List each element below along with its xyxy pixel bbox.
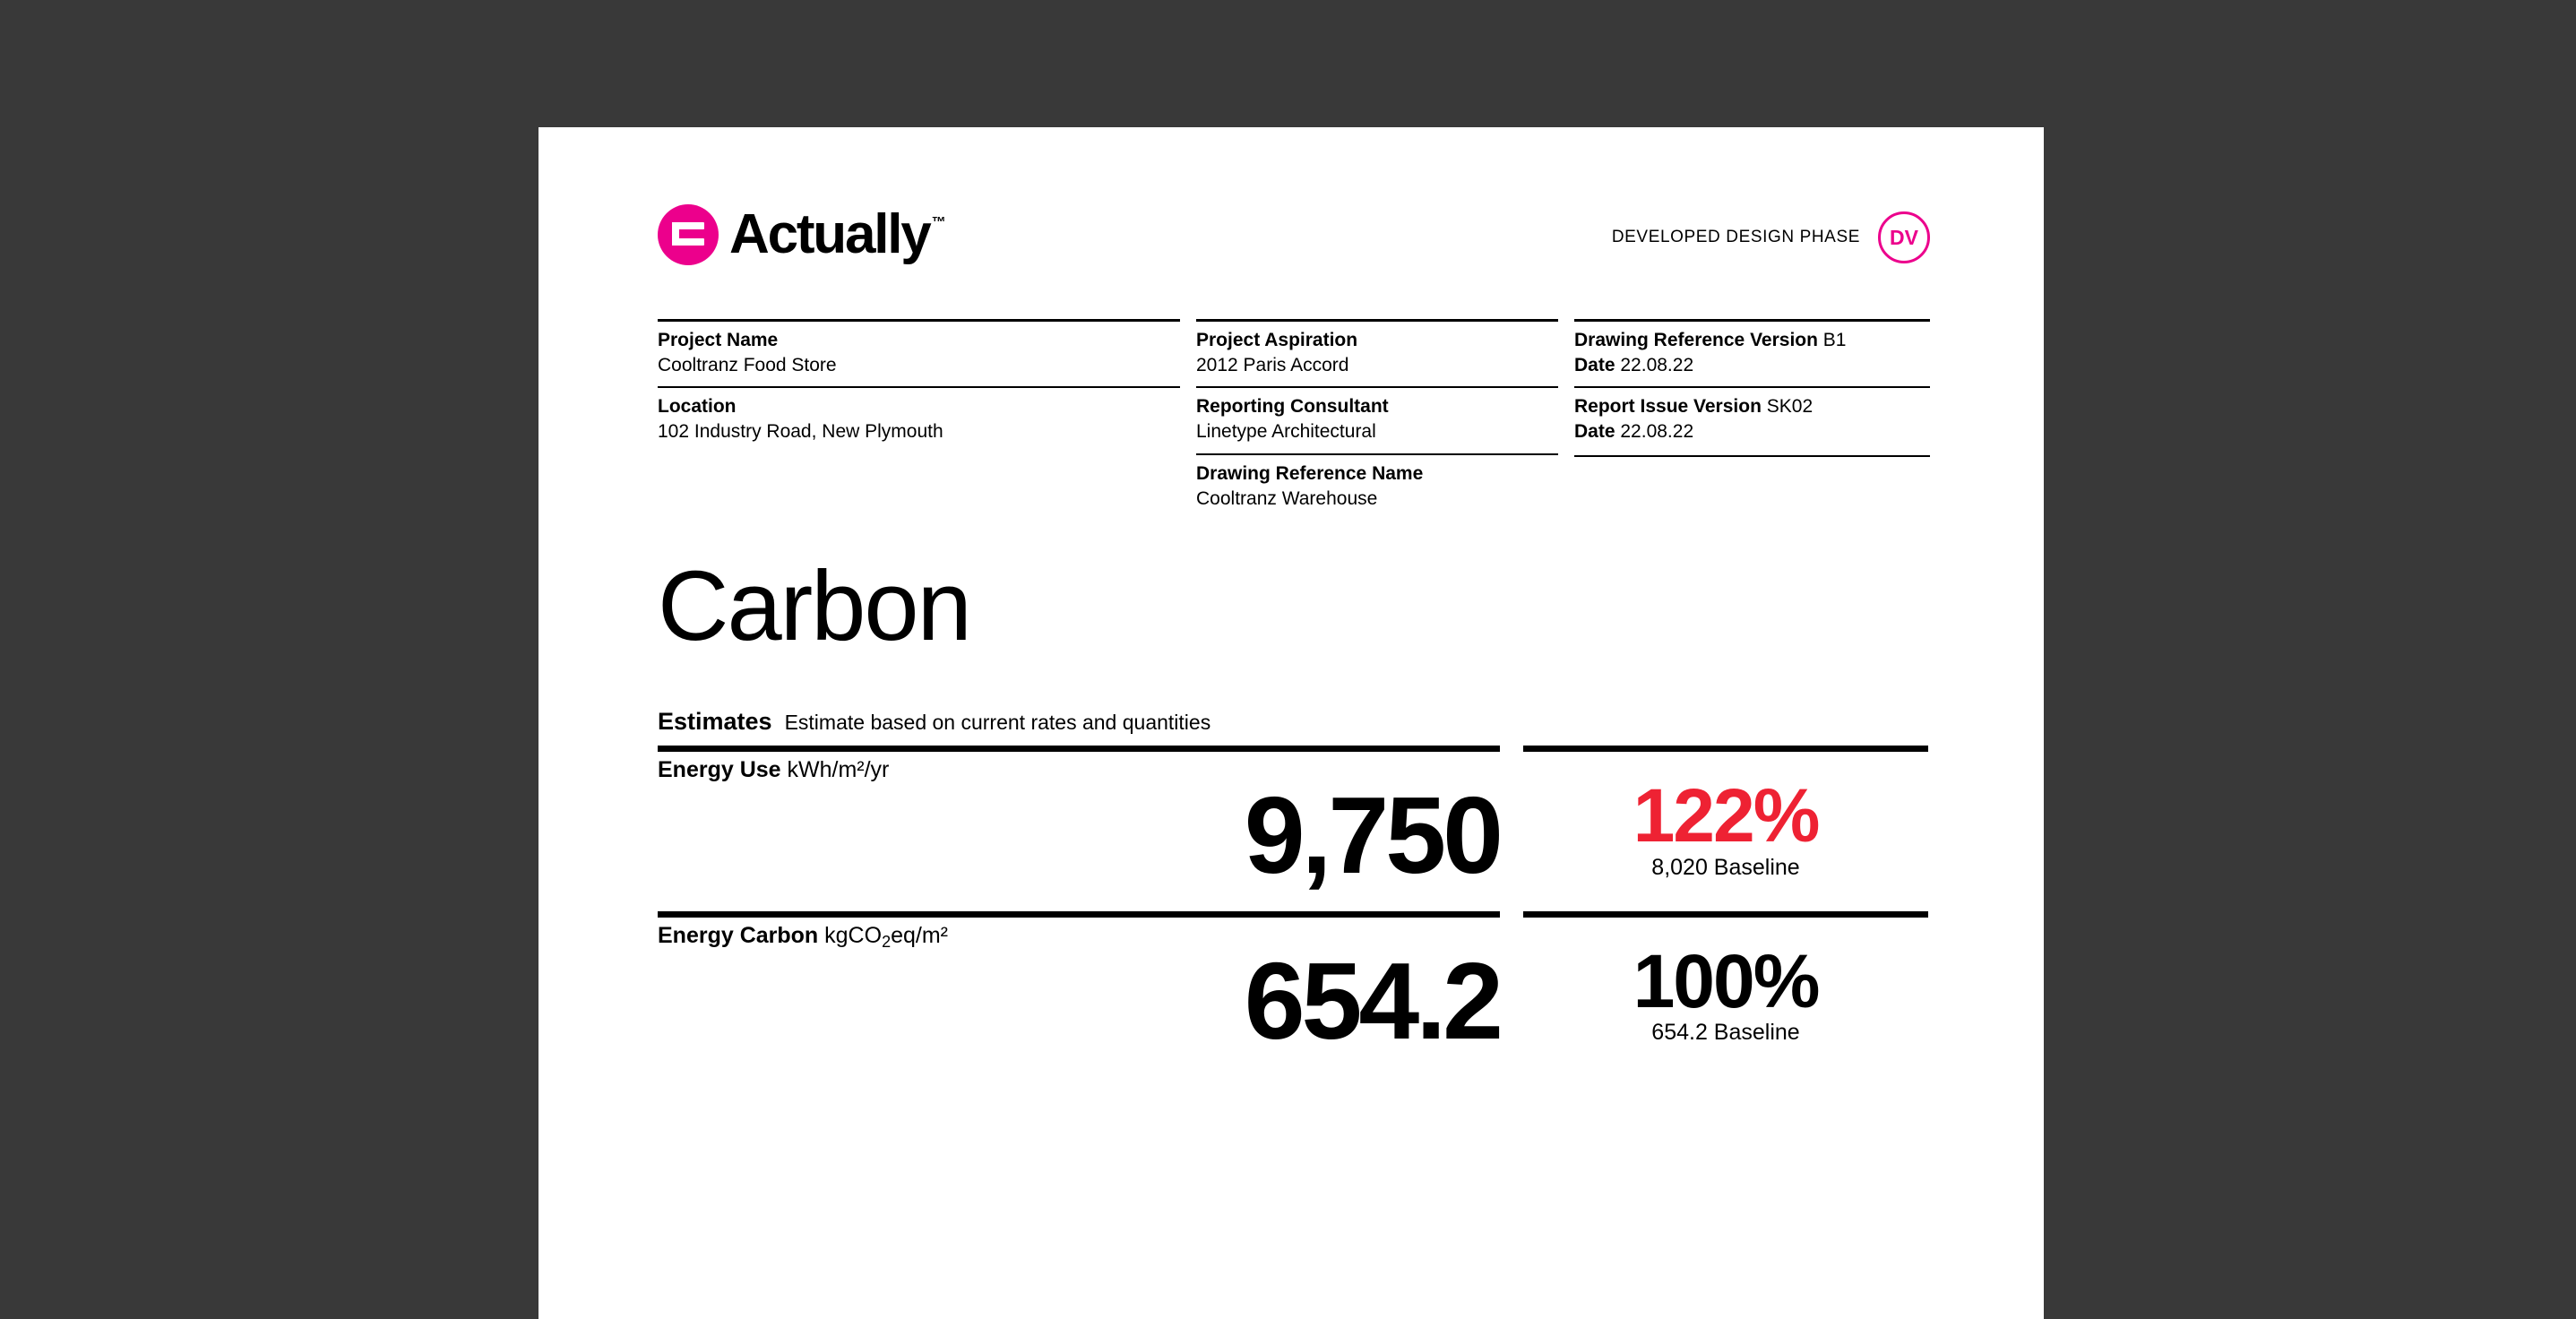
metric-side-energy-use <box>1523 746 1928 891</box>
metric-main-energy-use <box>658 746 1500 897</box>
aspiration-label: Project Aspiration <box>1196 330 1358 350</box>
phase-badge: DV <box>1878 211 1930 263</box>
metric-row <box>658 746 1930 897</box>
brand-name: Actually <box>729 203 930 265</box>
metadata-column-aspiration <box>1196 319 1558 520</box>
drawing-version-label: Drawing Reference Version <box>1574 330 1818 350</box>
report-issue-value: SK02 <box>1766 396 1814 418</box>
drawing-date-label: Date <box>1574 354 1615 375</box>
versions-bottom-rule <box>1574 455 1930 457</box>
metric-label-unit: kgCO$_2$eq/m² <box>824 922 948 951</box>
phase-indicator <box>1612 211 1930 263</box>
actually-logo-icon <box>658 204 719 265</box>
phase-label: DEVELOPED DESIGN PHASE <box>1611 228 1860 246</box>
aspiration-value: 2012 Paris Accord <box>1196 354 1349 375</box>
document-page <box>538 127 2044 1319</box>
drawing-version-block <box>1574 319 1930 386</box>
project-metadata <box>658 319 1930 520</box>
brand-trademark: ™ <box>931 215 946 230</box>
page-title: Carbon <box>658 551 970 662</box>
project-name-block <box>658 319 1180 386</box>
metric-side-energy-carbon <box>1523 911 1928 1056</box>
metric-label-name: Energy Carbon <box>658 922 819 948</box>
location-value: 102 Industry Road, New Plymouth <box>658 421 943 443</box>
metadata-column-versions <box>1574 319 1930 520</box>
drawing-version-line <box>1574 328 1930 353</box>
report-issue-block <box>1574 386 1930 454</box>
location-label: Location <box>658 396 737 418</box>
report-date-value: 22.08.22 <box>1620 421 1694 443</box>
drawing-reference-name-value: Cooltranz Warehouse <box>1196 487 1378 509</box>
metric-value: 654.2 <box>1244 939 1500 1062</box>
project-name-label: Project Name <box>658 330 779 350</box>
consultant-value: Linetype Architectural <box>1196 421 1376 443</box>
consultant-block <box>1196 386 1558 453</box>
drawing-reference-name-block <box>1196 453 1558 520</box>
metric-percent: 122% <box>1633 773 1819 858</box>
page-content <box>658 188 1930 1062</box>
drawing-reference-name-label: Drawing Reference Name <box>1196 462 1424 484</box>
report-issue-label: Report Issue Version <box>1574 396 1762 418</box>
project-name-value: Cooltranz Food Store <box>658 354 837 375</box>
metric-main-energy-carbon <box>658 911 1500 1062</box>
metric-label-unit: kWh/m²/yr <box>787 757 890 783</box>
estimates-title: Estimates <box>658 708 772 736</box>
metadata-column-project <box>658 319 1180 520</box>
aspiration-block <box>1196 319 1558 386</box>
brand-lockup <box>658 204 946 265</box>
metric-value: 9,750 <box>1244 774 1500 897</box>
estimates-subtitle: Estimate based on current rates and quantities <box>784 711 1211 735</box>
report-date-label: Date <box>1574 421 1615 443</box>
consultant-label: Reporting Consultant <box>1196 396 1389 418</box>
metric-label-name: Energy Use <box>658 757 781 783</box>
drawing-date-value: 22.08.22 <box>1620 354 1694 375</box>
location-block <box>658 386 1180 453</box>
document-header <box>658 188 1930 296</box>
report-date-line <box>1574 419 1930 444</box>
estimates-heading <box>658 708 1930 736</box>
metric-percent: 100% <box>1633 938 1819 1023</box>
drawing-date-line <box>1574 353 1930 378</box>
metric-baseline: 654.2 Baseline <box>1651 1020 1800 1046</box>
drawing-version-value: B1 <box>1822 330 1847 350</box>
metric-baseline: 8,020 Baseline <box>1651 855 1800 881</box>
report-issue-line <box>1574 394 1930 419</box>
metric-row <box>658 911 1930 1062</box>
